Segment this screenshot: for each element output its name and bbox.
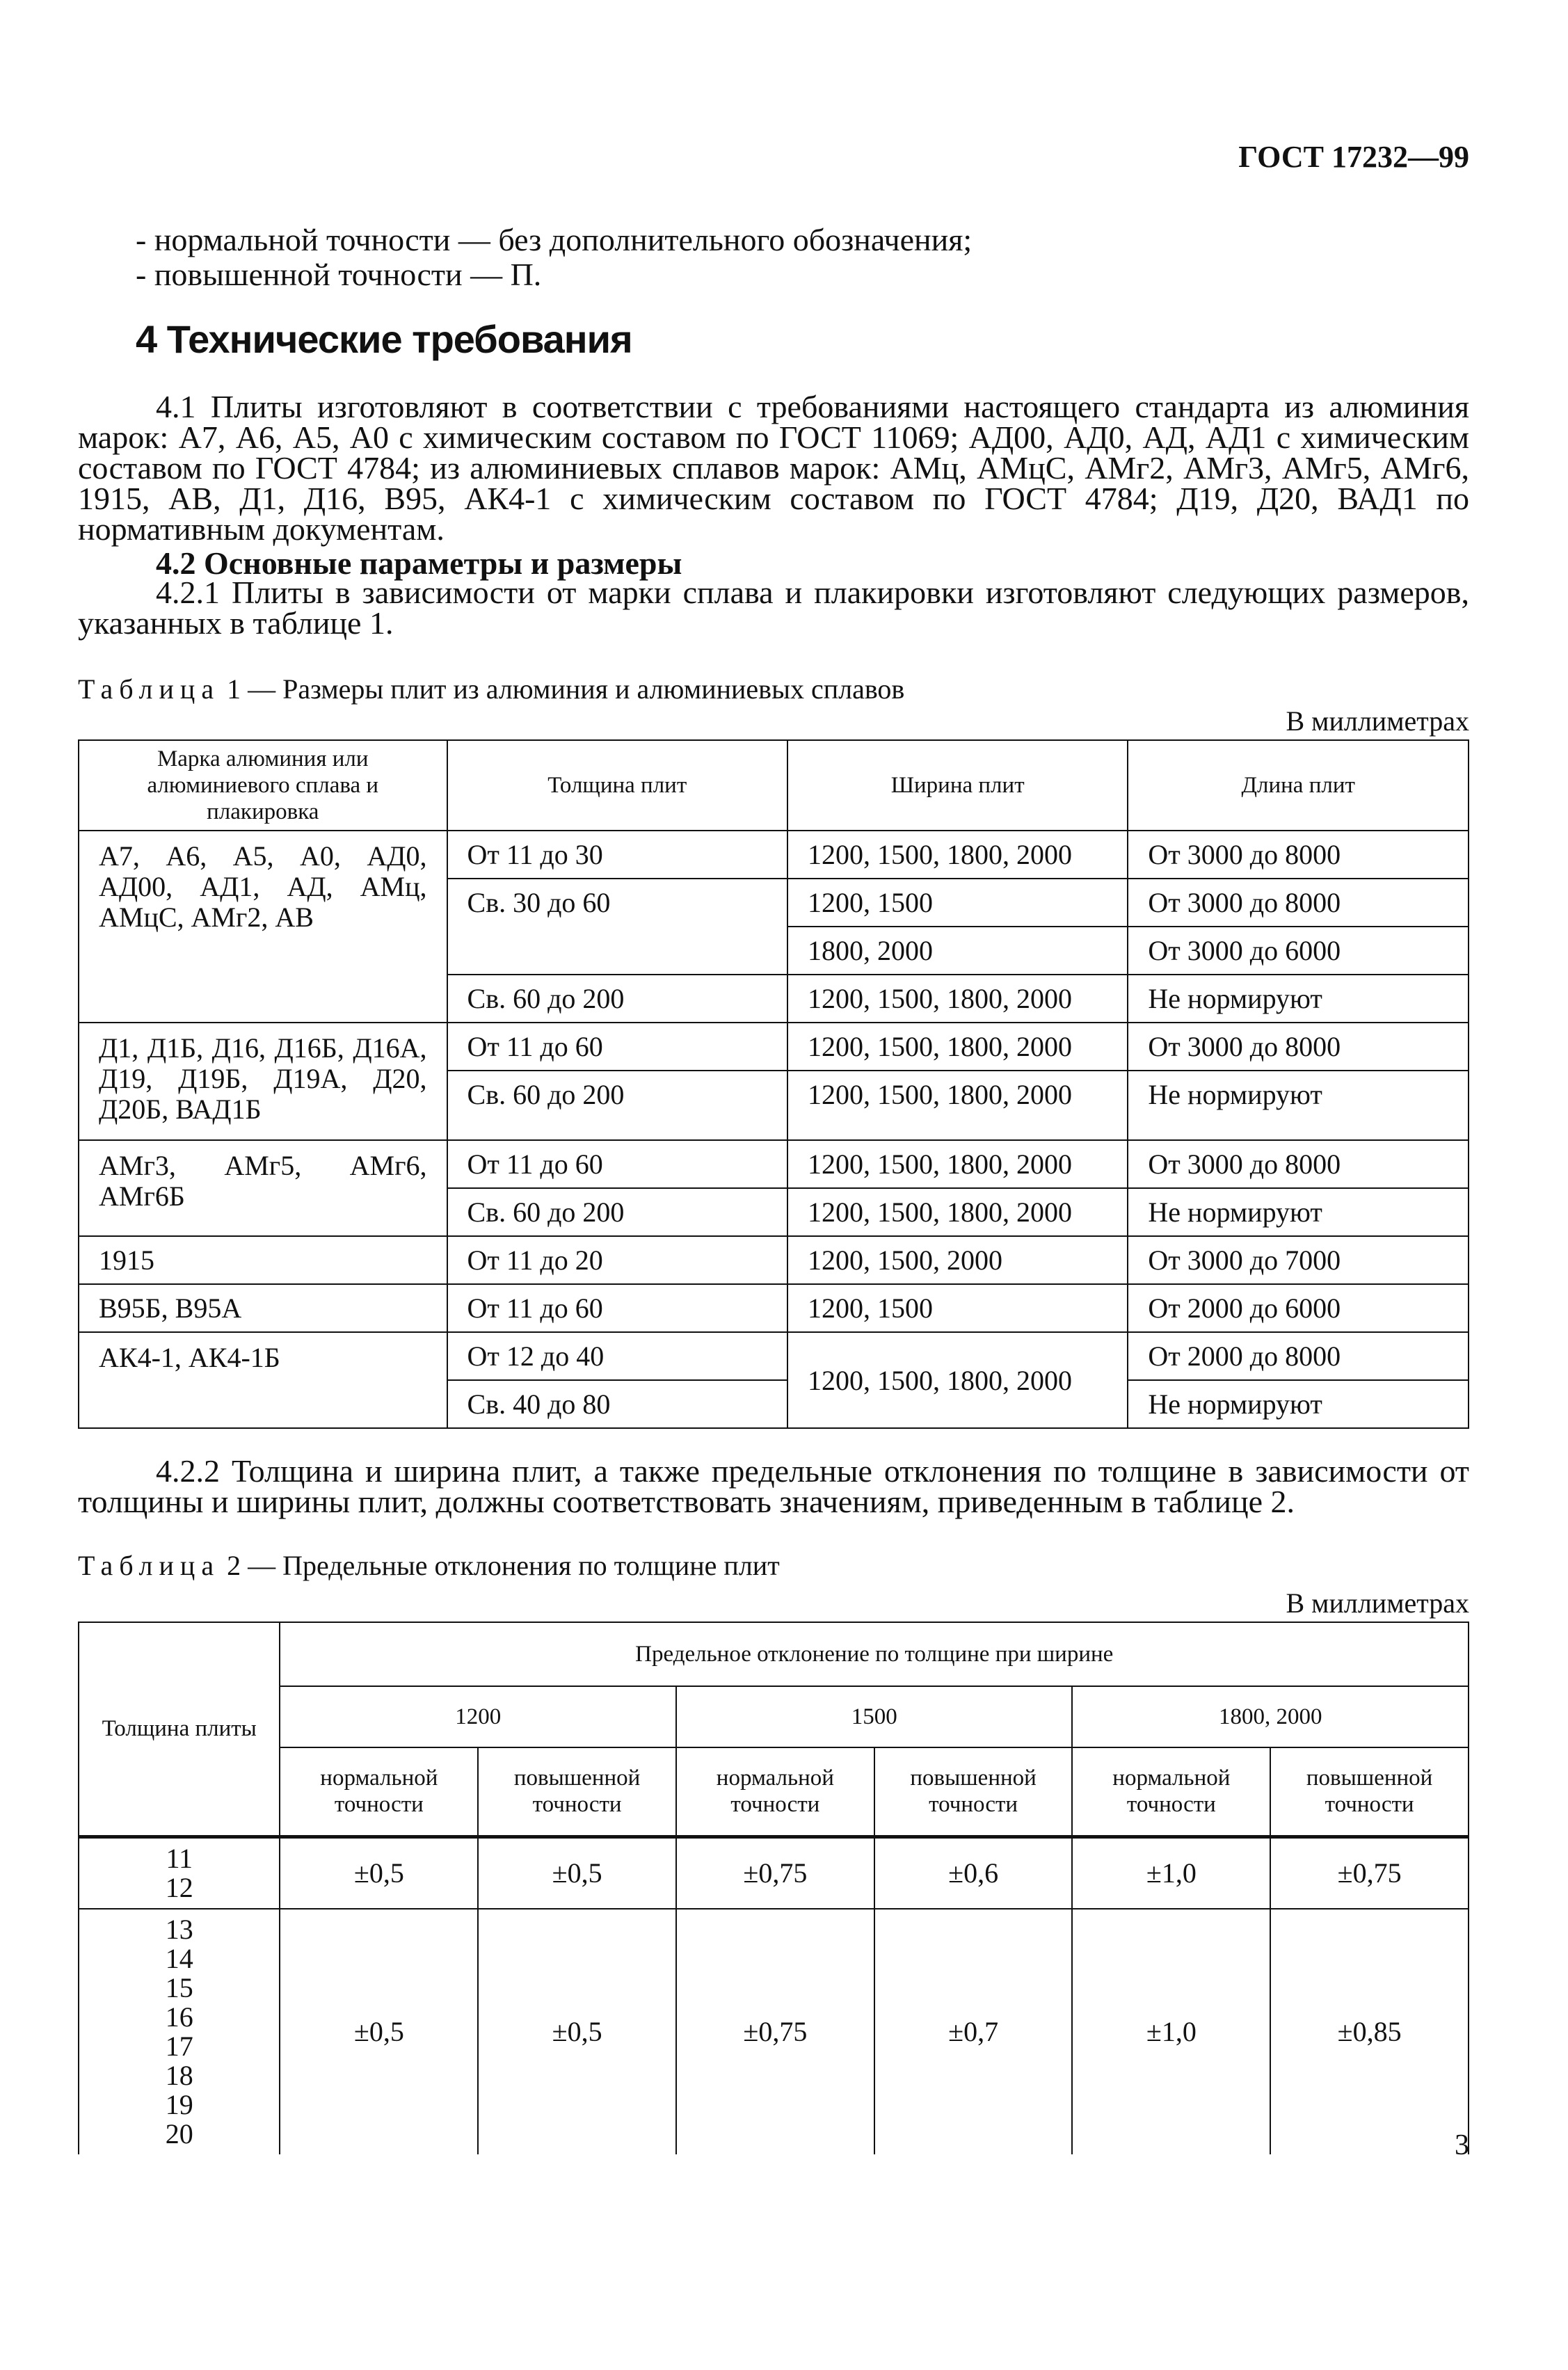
table-row <box>79 831 1469 879</box>
width-header: 1500 <box>676 1686 1073 1747</box>
length-cell: Не нормируют <box>1128 975 1469 1023</box>
document-code: ГОСТ 17232—99 <box>1238 140 1469 174</box>
caption-text: — Предельные отклонения по толщине плит <box>248 1550 780 1581</box>
deviation-cell: ±1,0 <box>1072 1909 1270 2154</box>
width-cell: 1200, 1500, 1800, 2000 <box>787 1023 1128 1071</box>
deviation-cell: ±0,6 <box>874 1836 1073 1909</box>
table-row <box>79 1284 1469 1332</box>
column-header: Ширина плит <box>787 740 1128 831</box>
deviation-cell: ±1,0 <box>1072 1836 1270 1909</box>
table1-caption <box>78 673 904 705</box>
table1-units: В миллиметрах <box>1286 705 1469 737</box>
grade-cell: Д1, Д1Б, Д16, Д16Б, Д16А, Д19, Д19Б, Д19А, Д20, Д20Б, ВАД1Б <box>79 1023 447 1140</box>
thickness-value: 13 <box>165 1913 193 1945</box>
length-cell: От 3000 до 8000 <box>1128 1140 1469 1188</box>
width-cell: 1200, 1500, 1800, 2000 <box>787 1140 1128 1188</box>
deviation-cell: ±0,5 <box>280 1909 478 2154</box>
length-cell: От 3000 до 8000 <box>1128 879 1469 927</box>
table1 <box>78 739 1469 1429</box>
thickness-value: 18 <box>165 2059 193 2091</box>
paragraph-4-2-1: 4.2.1 Плиты в зависимости от марки сплава и плакировки изготовляют следующих размеров, указанных в таблице 1. <box>78 575 1469 641</box>
table2-units: В миллиметрах <box>1286 1587 1469 1619</box>
column-group-header: Предельное отклонение по толщине при ширине <box>280 1622 1469 1686</box>
length-cell: Не нормируют <box>1128 1071 1469 1140</box>
accuracy-header: повышенной точности <box>478 1747 676 1836</box>
column-header: Толщина плит <box>447 740 787 831</box>
width-cell: 1200, 1500, 1800, 2000 <box>787 831 1128 879</box>
paragraph-4-2-2: 4.2.2 Толщина и ширина плит, а также предельные отклонения по толщине в зависимости от толщины и ширины плит, должны соответствовать значениям, приведенным в таблице 2. <box>78 1453 1469 1519</box>
deviation-cell: ±0,75 <box>676 1909 874 2154</box>
thickness-cell: От 11 до 60 <box>447 1284 787 1332</box>
table-row <box>79 1023 1469 1071</box>
column-header: Толщина плиты <box>79 1622 280 1836</box>
thickness-cell: От 11 до 20 <box>447 1236 787 1284</box>
width-cell: 1200, 1500 <box>787 879 1128 927</box>
paragraph-4-1: 4.1 Плиты изготовляют в соответствии с требованиями настоящего стандарта из алюминия марок: А7, А6, А5, А0 с химическим составом по ГОСТ 11069; АД00, АД0, АД, АД1 с химическим составом по ГОСТ 4784; из алюминиевых сплавов марок: АМц, АМцС, АМг2, АМг3, АМг5, АМг6, 1915, АВ, Д1, Д16, В95, АК4-1 с химическим составом по ГОСТ 4784; Д19, Д20, ВАД1 по нормативным документам. <box>78 389 1469 547</box>
width-header: 1800, 2000 <box>1072 1686 1469 1747</box>
width-cell: 1200, 1500, 1800, 2000 <box>787 1332 1128 1428</box>
caption-text: — Размеры плит из алюминия и алюминиевых сплавов <box>248 673 905 705</box>
table-row <box>79 1836 1469 1909</box>
length-cell: Не нормируют <box>1128 1380 1469 1428</box>
table-row <box>79 1236 1469 1284</box>
grade-cell: АК4-1, АК4-1Б <box>79 1332 447 1428</box>
thickness-cell <box>79 1909 280 2154</box>
table-header-row <box>79 1747 1469 1836</box>
caption-label: Таблица <box>78 673 221 705</box>
grade-cell: АМг3, АМг5, АМг6, АМг6Б <box>79 1140 447 1236</box>
thickness-value: 12 <box>165 1871 193 1903</box>
thickness-cell: Св. 40 до 80 <box>447 1380 787 1428</box>
length-cell: От 3000 до 8000 <box>1128 1023 1469 1071</box>
width-cell: 1200, 1500, 1800, 2000 <box>787 975 1128 1023</box>
caption-label: Таблица <box>78 1550 221 1581</box>
grade-cell: 1915 <box>79 1236 447 1284</box>
list-item: - нормальной точности — без дополнительного обозначения; <box>136 222 973 257</box>
thickness-cell: От 11 до 60 <box>447 1023 787 1071</box>
caption-number: 2 <box>227 1550 241 1581</box>
length-cell: Не нормируют <box>1128 1188 1469 1236</box>
width-cell: 1800, 2000 <box>787 927 1128 975</box>
accuracy-header: нормальной точности <box>1072 1747 1270 1836</box>
table-row <box>79 1140 1469 1188</box>
deviation-cell: ±0,5 <box>478 1836 676 1909</box>
thickness-value: 15 <box>165 1971 193 2003</box>
subsection-title: 4.2 Основные параметры и размеры <box>156 545 682 581</box>
caption-number: 1 <box>227 673 241 705</box>
table-row <box>79 1332 1469 1380</box>
table2-caption <box>78 1549 780 1582</box>
table-header-row <box>79 1686 1469 1747</box>
width-header: 1200 <box>280 1686 676 1747</box>
table-header-row <box>79 1622 1469 1686</box>
section-title: 4 Технические требования <box>136 317 632 361</box>
column-header: Длина плит <box>1128 740 1469 831</box>
thickness-cell: Св. 60 до 200 <box>447 1071 787 1140</box>
page-number: 3 <box>1455 2129 1469 2161</box>
thickness-cell: От 12 до 40 <box>447 1332 787 1380</box>
width-cell: 1200, 1500, 2000 <box>787 1236 1128 1284</box>
accuracy-header: нормальной точности <box>676 1747 874 1836</box>
grade-cell: В95Б, В95А <box>79 1284 447 1332</box>
width-cell: 1200, 1500, 1800, 2000 <box>787 1071 1128 1140</box>
accuracy-header: нормальной точности <box>280 1747 478 1836</box>
length-cell: От 3000 до 6000 <box>1128 927 1469 975</box>
table-header-row <box>79 740 1469 831</box>
thickness-cell: Св. 60 до 200 <box>447 975 787 1023</box>
column-header: Марка алюминия или алюминиевого сплава и плакировка <box>79 740 447 831</box>
length-cell: От 3000 до 7000 <box>1128 1236 1469 1284</box>
thickness-cell: От 11 до 60 <box>447 1140 787 1188</box>
deviation-cell: ±0,7 <box>874 1909 1073 2154</box>
thickness-cell: От 11 до 30 <box>447 831 787 879</box>
thickness-value: 19 <box>165 2088 193 2120</box>
deviation-cell: ±0,5 <box>280 1836 478 1909</box>
grade-cell: А7, А6, А5, А0, АД0, АД00, АД1, АД, АМц, АМцС, АМг2, АВ <box>79 831 447 1023</box>
length-cell: От 3000 до 8000 <box>1128 831 1469 879</box>
thickness-value: 20 <box>165 2117 193 2149</box>
accuracy-header: повышенной точности <box>1270 1747 1469 1836</box>
length-cell: От 2000 до 8000 <box>1128 1332 1469 1380</box>
length-cell: От 2000 до 6000 <box>1128 1284 1469 1332</box>
accuracy-header: повышенной точности <box>874 1747 1073 1836</box>
table-row <box>79 1909 1469 2154</box>
thickness-cell: Св. 60 до 200 <box>447 1188 787 1236</box>
list-item: - повышенной точности — П. <box>136 257 542 292</box>
thickness-value: 17 <box>165 2030 193 2062</box>
table2 <box>78 1622 1469 2154</box>
thickness-cell: Св. 30 до 60 <box>447 879 787 975</box>
deviation-cell: ±0,75 <box>1270 1836 1469 1909</box>
width-cell: 1200, 1500 <box>787 1284 1128 1332</box>
deviation-cell: ±0,75 <box>676 1836 874 1909</box>
deviation-cell: ±0,85 <box>1270 1909 1469 2154</box>
thickness-value: 11 <box>166 1842 193 1874</box>
thickness-value: 16 <box>165 2001 193 2033</box>
deviation-cell: ±0,5 <box>478 1909 676 2154</box>
thickness-cell <box>79 1836 280 1909</box>
width-cell: 1200, 1500, 1800, 2000 <box>787 1188 1128 1236</box>
thickness-value: 14 <box>165 1942 193 1974</box>
